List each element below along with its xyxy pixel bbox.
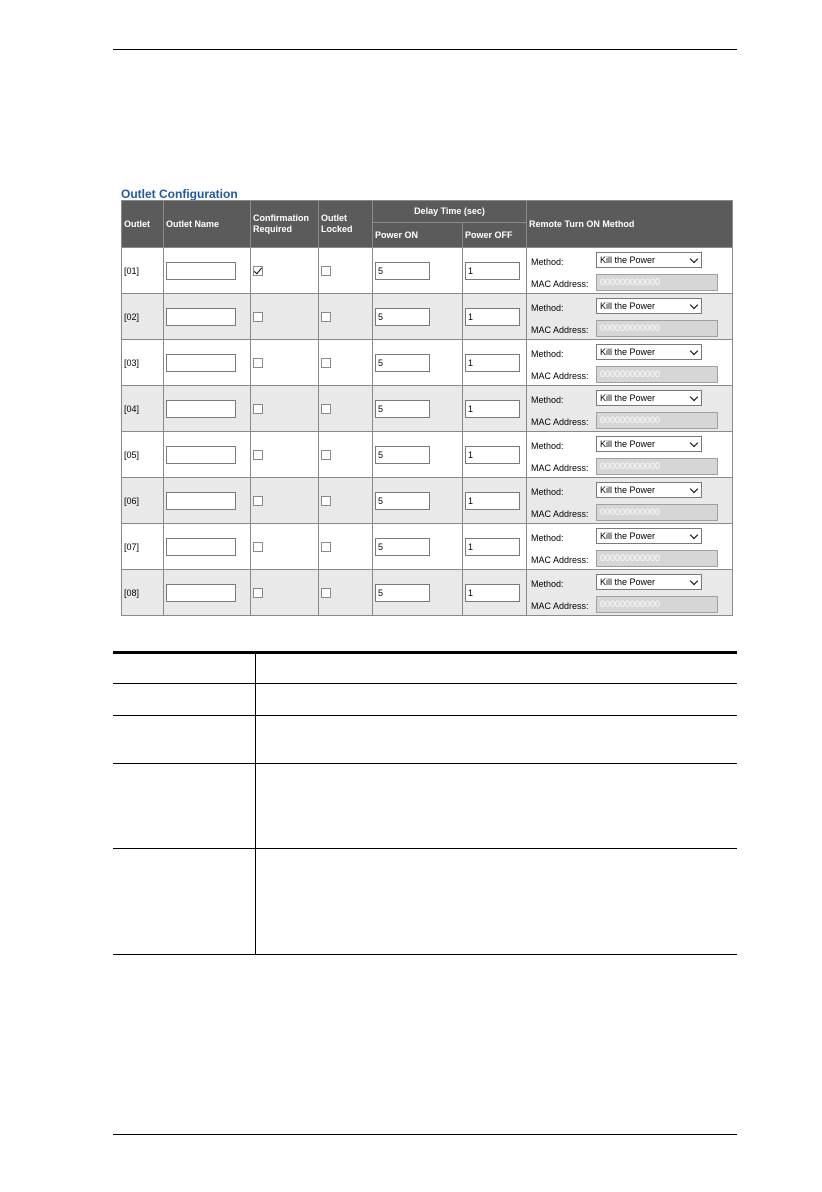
outlet-locked-checkbox[interactable] [321, 588, 331, 598]
outlet-name-input[interactable] [166, 492, 236, 510]
method-label: Method: [531, 579, 564, 589]
footer-rule [113, 1134, 737, 1135]
method-label: Method: [531, 257, 564, 267]
col-header-outlet-name: Outlet Name [164, 201, 251, 248]
outlet-name-input[interactable] [166, 400, 236, 418]
method-select[interactable] [596, 344, 702, 360]
outlet-id: [04] [124, 403, 140, 414]
confirmation-required-checkbox[interactable] [253, 496, 263, 506]
method-select[interactable] [596, 482, 702, 498]
confirmation-required-checkbox[interactable] [253, 266, 263, 276]
mac-address-label: MAC Address: [531, 555, 589, 565]
outlet-name-input[interactable] [166, 584, 236, 602]
method-select-value: Kill the Power [600, 485, 656, 495]
desc-row-text [256, 684, 738, 716]
power-off-delay-input[interactable] [465, 492, 520, 510]
method-label: Method: [531, 349, 564, 359]
power-off-delay-input[interactable] [465, 584, 520, 602]
power-on-delay-input[interactable] [375, 446, 430, 464]
outlet-name-input[interactable] [166, 354, 236, 372]
outlet-name-input[interactable] [166, 262, 236, 280]
panel-title: Outlet Configuration [121, 187, 238, 201]
outlet-id: [05] [124, 449, 140, 460]
method-select[interactable] [596, 298, 702, 314]
mac-address-label: MAC Address: [531, 417, 589, 427]
mac-address-input: 000000000000 [596, 504, 718, 521]
mac-address-input: 000000000000 [596, 366, 718, 383]
method-select-value: Kill the Power [600, 577, 656, 587]
col-header-outlet-locked: Outlet Locked [319, 201, 373, 248]
outlet-locked-checkbox[interactable] [321, 358, 331, 368]
confirmation-required-checkbox[interactable] [253, 542, 263, 552]
chevron-down-icon [690, 485, 698, 493]
mac-address-label: MAC Address: [531, 371, 589, 381]
power-off-delay-input[interactable] [465, 308, 520, 326]
outlet-name-input[interactable] [166, 308, 236, 326]
power-on-delay-input[interactable] [375, 308, 430, 326]
outlet-name-input[interactable] [166, 538, 236, 556]
mac-address-label: MAC Address: [531, 325, 589, 335]
chevron-down-icon [690, 393, 698, 401]
confirmation-required-checkbox[interactable] [253, 404, 263, 414]
chevron-down-icon [690, 531, 698, 539]
method-select[interactable] [596, 390, 702, 406]
method-select-value: Kill the Power [600, 301, 656, 311]
mac-address-input: 000000000000 [596, 274, 718, 291]
method-label: Method: [531, 395, 564, 405]
outlet-id: [03] [124, 357, 140, 368]
method-select[interactable] [596, 528, 702, 544]
method-select-value: Kill the Power [600, 255, 656, 265]
mac-address-input: 000000000000 [596, 412, 718, 429]
col-header-remote-turn-on-method: Remote Turn ON Method [527, 201, 733, 248]
outlet-locked-checkbox[interactable] [321, 312, 331, 322]
outlet-row [122, 340, 733, 386]
outlet-row [122, 570, 733, 616]
remote-turn-on-cell [527, 248, 732, 293]
power-on-delay-input[interactable] [375, 354, 430, 372]
chevron-down-icon [690, 577, 698, 585]
outlet-id: [02] [124, 311, 140, 322]
desc-header-col1 [113, 653, 256, 684]
confirmation-required-checkbox[interactable] [253, 450, 263, 460]
confirmation-required-checkbox[interactable] [253, 312, 263, 322]
remote-turn-on-cell [527, 524, 732, 569]
power-off-delay-input[interactable] [465, 538, 520, 556]
outlet-row [122, 478, 733, 524]
outlet-name-input[interactable] [166, 446, 236, 464]
outlet-id: [01] [124, 265, 140, 276]
mac-address-input: 000000000000 [596, 550, 718, 567]
remote-turn-on-cell [527, 432, 732, 477]
col-header-outlet: Outlet [122, 201, 164, 248]
power-off-delay-input[interactable] [465, 400, 520, 418]
col-header-power-on: Power ON [373, 223, 463, 248]
method-select-value: Kill the Power [600, 347, 656, 357]
method-select-value: Kill the Power [600, 531, 656, 541]
method-select-value: Kill the Power [600, 439, 656, 449]
method-label: Method: [531, 533, 564, 543]
desc-row-label [113, 684, 256, 716]
method-label: Method: [531, 303, 564, 313]
confirmation-required-checkbox[interactable] [253, 358, 263, 368]
outlet-row [122, 524, 733, 570]
power-on-delay-input[interactable] [375, 262, 430, 280]
desc-row-text [256, 849, 738, 955]
outlet-id: [06] [124, 495, 140, 506]
mac-address-label: MAC Address: [531, 463, 589, 473]
method-select[interactable] [596, 574, 702, 590]
mac-address-label: MAC Address: [531, 601, 589, 611]
desc-row-text [256, 764, 738, 849]
description-table [113, 651, 737, 955]
power-on-delay-input[interactable] [375, 584, 430, 602]
chevron-down-icon [690, 255, 698, 263]
outlet-locked-checkbox[interactable] [321, 542, 331, 552]
power-on-delay-input[interactable] [375, 400, 430, 418]
col-header-power-off: Power OFF [463, 223, 527, 248]
outlet-id: [07] [124, 541, 140, 552]
header-rule [113, 49, 737, 50]
method-label: Method: [531, 441, 564, 451]
method-select[interactable] [596, 436, 702, 452]
desc-row-label [113, 716, 256, 764]
desc-row-label [113, 849, 256, 955]
desc-header-col2 [256, 653, 738, 684]
outlet-configuration-table [121, 200, 733, 616]
outlet-rows [122, 248, 733, 616]
desc-row-text [256, 716, 738, 764]
mac-address-label: MAC Address: [531, 279, 589, 289]
power-off-delay-input[interactable] [465, 262, 520, 280]
power-on-delay-input[interactable] [375, 538, 430, 556]
power-on-delay-input[interactable] [375, 492, 430, 510]
power-off-delay-input[interactable] [465, 354, 520, 372]
mac-address-input: 000000000000 [596, 458, 718, 475]
outlet-locked-checkbox[interactable] [321, 450, 331, 460]
method-select[interactable] [596, 252, 702, 268]
outlet-row [122, 386, 733, 432]
remote-turn-on-cell [527, 570, 732, 615]
confirmation-required-checkbox[interactable] [253, 588, 263, 598]
power-off-delay-input[interactable] [465, 446, 520, 464]
outlet-row [122, 432, 733, 478]
mac-address-label: MAC Address: [531, 509, 589, 519]
remote-turn-on-cell [527, 386, 732, 431]
method-label: Method: [531, 487, 564, 497]
mac-address-input: 000000000000 [596, 320, 718, 337]
chevron-down-icon [690, 301, 698, 309]
outlet-id: [08] [124, 587, 140, 598]
col-header-confirmation-required: Confirmation Required [251, 201, 319, 248]
remote-turn-on-cell [527, 340, 732, 385]
outlet-row [122, 294, 733, 340]
outlet-locked-checkbox[interactable] [321, 496, 331, 506]
remote-turn-on-cell [527, 294, 732, 339]
outlet-locked-checkbox[interactable] [321, 404, 331, 414]
outlet-row [122, 248, 733, 294]
chevron-down-icon [690, 347, 698, 355]
mac-address-input: 000000000000 [596, 596, 718, 613]
method-select-value: Kill the Power [600, 393, 656, 403]
outlet-locked-checkbox[interactable] [321, 266, 331, 276]
col-header-delay-time: Delay Time (sec) [373, 201, 527, 223]
remote-turn-on-cell [527, 478, 732, 523]
desc-row-label [113, 764, 256, 849]
chevron-down-icon [690, 439, 698, 447]
